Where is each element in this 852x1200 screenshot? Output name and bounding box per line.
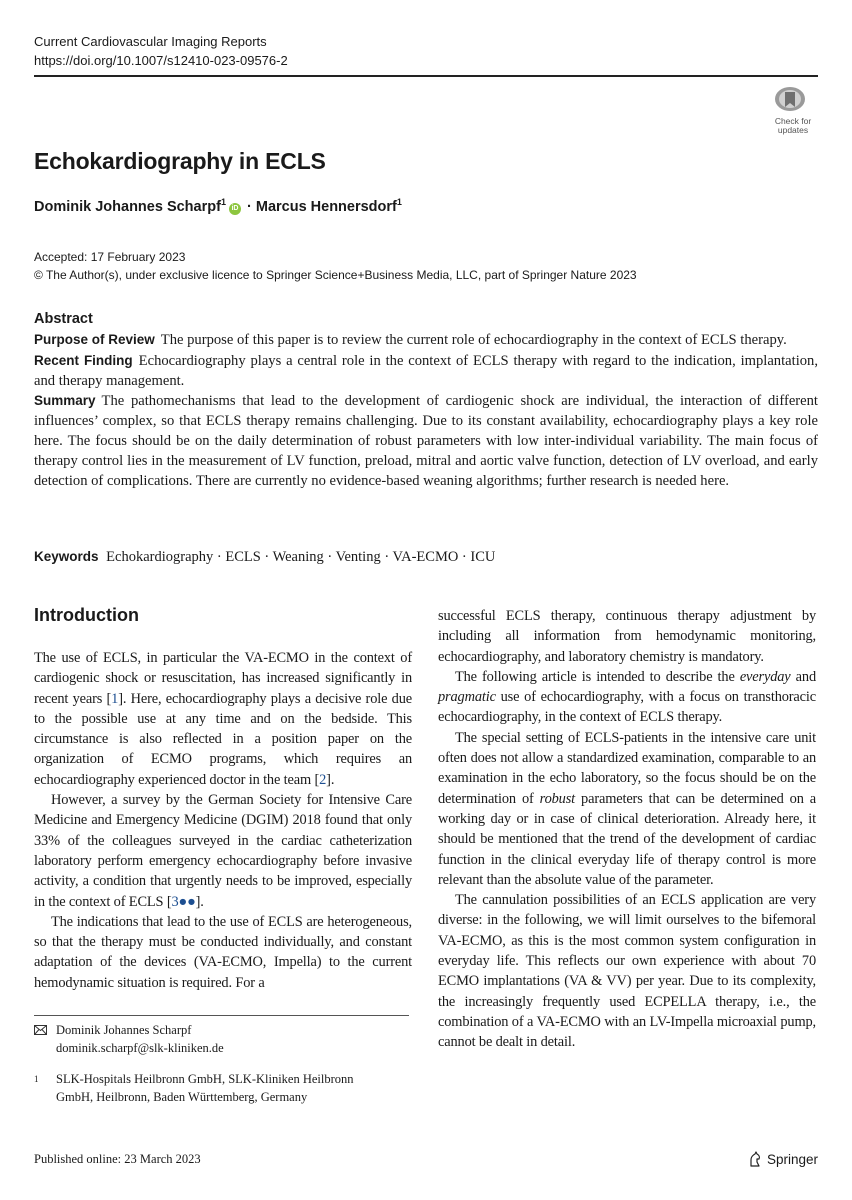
- copyright-notice: © The Author(s), under exclusive licence to Springer Science+Business Media, LLC, part of Springer Nature 2023: [34, 268, 637, 282]
- paragraph-text: The special setting of ECLS-patients in the intensive care unit often does not allow a standardized examination, comparable to an examination in the echo laboratory, so the focus should be on the determination of: [438, 729, 816, 807]
- author-name[interactable]: Marcus Hennersdorf: [255, 199, 397, 215]
- paragraph: The cannulation possibilities of an ECLS application are very diverse: in the following, we will limit ourselves to the bifemoral VA-ECMO, as this is the most common system configuration in everyday life. This reflects our own experience with about 70 ECMO implantations (VA & VV) per year. Due to its complexity, the increasingly frequently used ECPELLA therapy, i.e., the combination of a VA-ECMO with an LV-Impella microaxial pump, cannot be dealt in detail.: [438, 892, 816, 1051]
- paragraph: [34, 648, 412, 790]
- paragraph: [34, 790, 412, 912]
- paragraph-text: ].: [195, 893, 204, 910]
- paragraph-text: ].: [326, 771, 335, 788]
- check-for-updates-line1: Check for: [774, 116, 812, 126]
- keywords-label: Keywords: [34, 549, 99, 564]
- doi-link[interactable]: https://doi.org/10.1007/s12410-023-09576-2: [34, 53, 288, 68]
- footnote-rule: [34, 1015, 409, 1016]
- paragraph-text: The use of ECLS, in particular the VA-ECMO in the context of cardiogenic shock or resuscitation, has increased significantly in recent years [: [34, 650, 412, 707]
- abstract-section-text: The purpose of this paper is to review the current role of echocardiography in the context of ECLS therapy.: [160, 332, 787, 348]
- abstract-body: [34, 330, 818, 491]
- section-heading-introduction: Introduction: [34, 605, 139, 625]
- correspondence-footnote: [34, 1021, 224, 1057]
- affiliation-footnote: [34, 1070, 354, 1106]
- paragraph-text: parameters that can be determined on a working day or in case of clinical deterioration. Already here, it should be mentioned that the trend of the development of cardiac function in the clinical everyday life of therapy control is more relevant than the absolute value of the parameter.: [438, 790, 817, 888]
- journal-header: [34, 32, 288, 70]
- author-affiliation-mark: 1: [220, 197, 226, 208]
- check-for-updates-line2: updates: [777, 125, 809, 135]
- publisher-logo[interactable]: [748, 1151, 818, 1167]
- emphasis: everyday: [739, 668, 791, 685]
- paragraph-text: However, a survey by the German Society for Intensive Care Medicine and Emergency Medicine (DGIM) 2018 found that only 33% of the colleagues surveyed in the cardiac catheterization laboratory perform emergency echocardiography before invasive activity, a condition that urgently needs to be improved, especially in the context of ECLS [: [34, 792, 412, 910]
- emphasis: robust: [539, 790, 576, 807]
- body-column-right: [438, 606, 816, 1053]
- abstract-section: [34, 330, 818, 351]
- abstract-section: [34, 391, 818, 491]
- article-title: Echokardiography in ECLS: [34, 148, 326, 174]
- corresponding-author-email[interactable]: dominik.scharpf@slk-kliniken.de: [56, 1041, 224, 1055]
- paragraph: successful ECLS therapy, continuous therapy adjustment by including all information from hemodynamic monitoring, echocardiography, and laboratory chemistry is mandatory.: [438, 608, 816, 665]
- author-name[interactable]: Dominik Johannes Scharpf: [34, 199, 221, 215]
- author-separator: ·: [246, 199, 252, 215]
- envelope-icon: [34, 1025, 47, 1035]
- body-column-left: [34, 648, 412, 993]
- affiliation-line: GmbH, Heilbronn, Baden Württemberg, Germany: [56, 1090, 308, 1104]
- article-meta: [34, 248, 637, 284]
- citation-link[interactable]: 1: [111, 690, 119, 707]
- paragraph: The indications that lead to the use of ECLS are heterogeneous, so that the therapy must be conducted individually, and constant adaptation of the devices (VA-ECMO, Impella) to the current hemodynamic situation is required. For a: [34, 913, 412, 991]
- bookmark-ribbon-icon: [770, 86, 810, 112]
- abstract-section-label: Purpose of Review: [34, 332, 155, 347]
- corresponding-author-name: Dominik Johannes Scharpf: [56, 1023, 192, 1037]
- paragraph: [438, 728, 816, 890]
- paragraph: [438, 667, 816, 728]
- author-list: [34, 199, 402, 215]
- abstract-heading: Abstract: [34, 311, 93, 327]
- keywords-line: [34, 549, 495, 566]
- journal-name: Current Cardiovascular Imaging Reports: [34, 34, 267, 49]
- publisher-name: Springer: [767, 1151, 819, 1167]
- paragraph-text: ]. Here, echocardiography plays a decisive role due to the possible use at any time and on the bedside. This circumstance is also reflected in a position paper on the organization of ECMO programs, which requires an echocardiography experienced doctor in the team [: [34, 690, 412, 788]
- springer-horse-icon: [748, 1151, 762, 1167]
- paragraph-text: use of echocardiography, with a focus on transthoracic echocardiography, in the context of ECLS therapy.: [438, 689, 816, 726]
- citation-link[interactable]: 3●●: [171, 893, 196, 910]
- paragraph-text: and: [790, 668, 816, 685]
- abstract-section-label: Recent Finding: [34, 352, 133, 368]
- published-online-date: Published online: 23 March 2023: [34, 1152, 201, 1166]
- abstract-section-text: Echocardiography plays a central role in the context of ECLS therapy with regard to the indication, implantation, and therapy management.: [34, 352, 818, 389]
- check-for-updates-badge[interactable]: [770, 86, 816, 135]
- accepted-date: Accepted: 17 February 2023: [34, 250, 186, 264]
- affiliation-mark: 1: [34, 1074, 39, 1084]
- abstract-section-label: Summary: [34, 393, 96, 409]
- affiliation-line: SLK-Hospitals Heilbronn GmbH, SLK-Kliniken Heilbronn: [56, 1072, 354, 1086]
- paragraph-text: The following article is intended to describe the: [455, 668, 740, 685]
- emphasis: pragmatic: [438, 689, 496, 706]
- abstract-section: [34, 351, 818, 392]
- abstract-section-text: The pathomechanisms that lead to the development of cardiogenic shock are individual, the interaction of different influences’ complex, so that ECLS therapy remains challenging. Due to its constant availability, echocardiography plays a key role here. The focus should be on the daily determination of robust parameters with low inter-individual variability. The main focus of therapy control lies in the measurement of LV function, preload, mitral and aortic valve function, detection of LV overload, and early detection of complications. There are currently no evidence-based weaning algorithms; further research is needed here.: [34, 393, 818, 489]
- author-affiliation-mark: 1: [396, 197, 402, 208]
- header-rule: [34, 75, 818, 77]
- keywords-text: Echokardiography · ECLS · Weaning · Venting · VA-ECMO · ICU: [106, 549, 496, 565]
- citation-link[interactable]: 2: [319, 771, 327, 788]
- orcid-icon[interactable]: iD: [229, 203, 241, 215]
